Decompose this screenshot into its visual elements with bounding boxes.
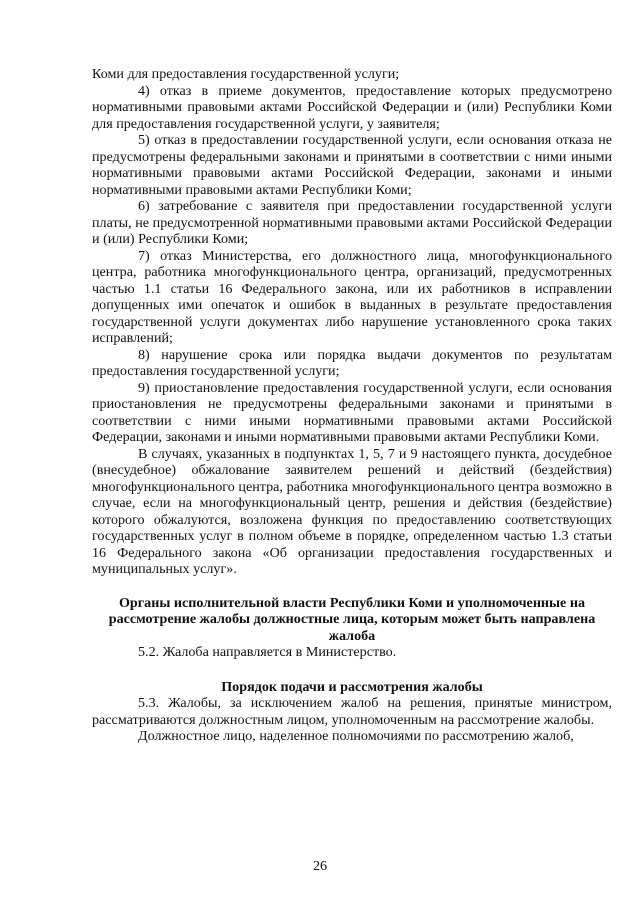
paragraph-official: Должностное лицо, наделенное полномочиями по рассмотрению жалоб, xyxy=(138,728,574,744)
paragraph-cases: В случаях, указанных в подпунктах 1, 5, 7 и 9 настоящего пункта, досудебное (внесудебное) обжалование заявителем решений и действий (бездействия) многофункционального центра, работника многофункционального центра возможно в случае, если на многофункциональный центр, решения и действия (бездействие) которого обжалуются, возложена функция по предоставлению соответствующих государственных услуг в полном объеме в порядке, определенном частью 1.3 статьи 16 Федерального закона «Об организации предоставления государственных и муниципальных услуг». xyxy=(92,445,612,577)
document-page xyxy=(92,66,612,745)
section-heading-authorities: Органы исполнительной власти Республики Коми и уполномоченные на рассмотрение жалобы должностные лица, которым может быть направлена жалоба xyxy=(108,594,596,644)
paragraph-item-5: 5) отказ в предоставлении государственной услуги, если основания отказа не предусмотрены федеральными законами и принятыми в соответствии с ними иными нормативными правовыми актами Российской Федерации, законами и иными нормативными правовыми актами Республики Коми; xyxy=(92,132,612,198)
paragraph-continuation: Коми для предоставления государственной услуги; xyxy=(92,66,400,82)
paragraph-item-9: 9) приостановление предоставления государственной услуги, если основания приостановления не предусмотрены федеральными законами и принятыми в соответствии с ними иными нормативными правовыми актами Российской Федерации, законами и иными нормативными правовыми актами Республики Коми. xyxy=(92,379,612,445)
paragraph-5-2: 5.2. Жалоба направляется в Министерство. xyxy=(138,644,397,660)
paragraph-5-3: 5.3. Жалобы, за исключением жалоб на решения, принятые министром, рассматриваются должностным лицом, уполномоченным на рассмотрение жалобы. xyxy=(92,695,612,728)
paragraph-item-7: 7) отказ Министерства, его должностного лица, многофункционального центра, работника многофункционального центра, организаций, предусмотренных частью 1.1 статьи 16 Федерального закона, или их работников в исправлении допущенных ими опечаток и ошибок в выданных в результате предоставления государственной услуги документах либо нарушение установленного срока таких исправлений; xyxy=(92,247,612,346)
paragraph-item-6: 6) затребование с заявителя при предоставлении государственной услуги платы, не предусмотренной нормативными правовыми актами Российской Федерации и (или) Республики Коми; xyxy=(92,198,612,247)
paragraph-item-8: 8) нарушение срока или порядка выдачи документов по результатам предоставления государственной услуги; xyxy=(92,346,612,379)
section-heading-procedure: Порядок подачи и рассмотрения жалобы xyxy=(221,678,483,695)
paragraph-item-4: 4) отказ в приеме документов, предоставление которых предусмотрено нормативными правовыми актами Российской Федерации и (или) Республики Коми для предоставления государственной услуги, у заявителя; xyxy=(92,82,612,132)
page-number: 26 xyxy=(312,858,328,874)
